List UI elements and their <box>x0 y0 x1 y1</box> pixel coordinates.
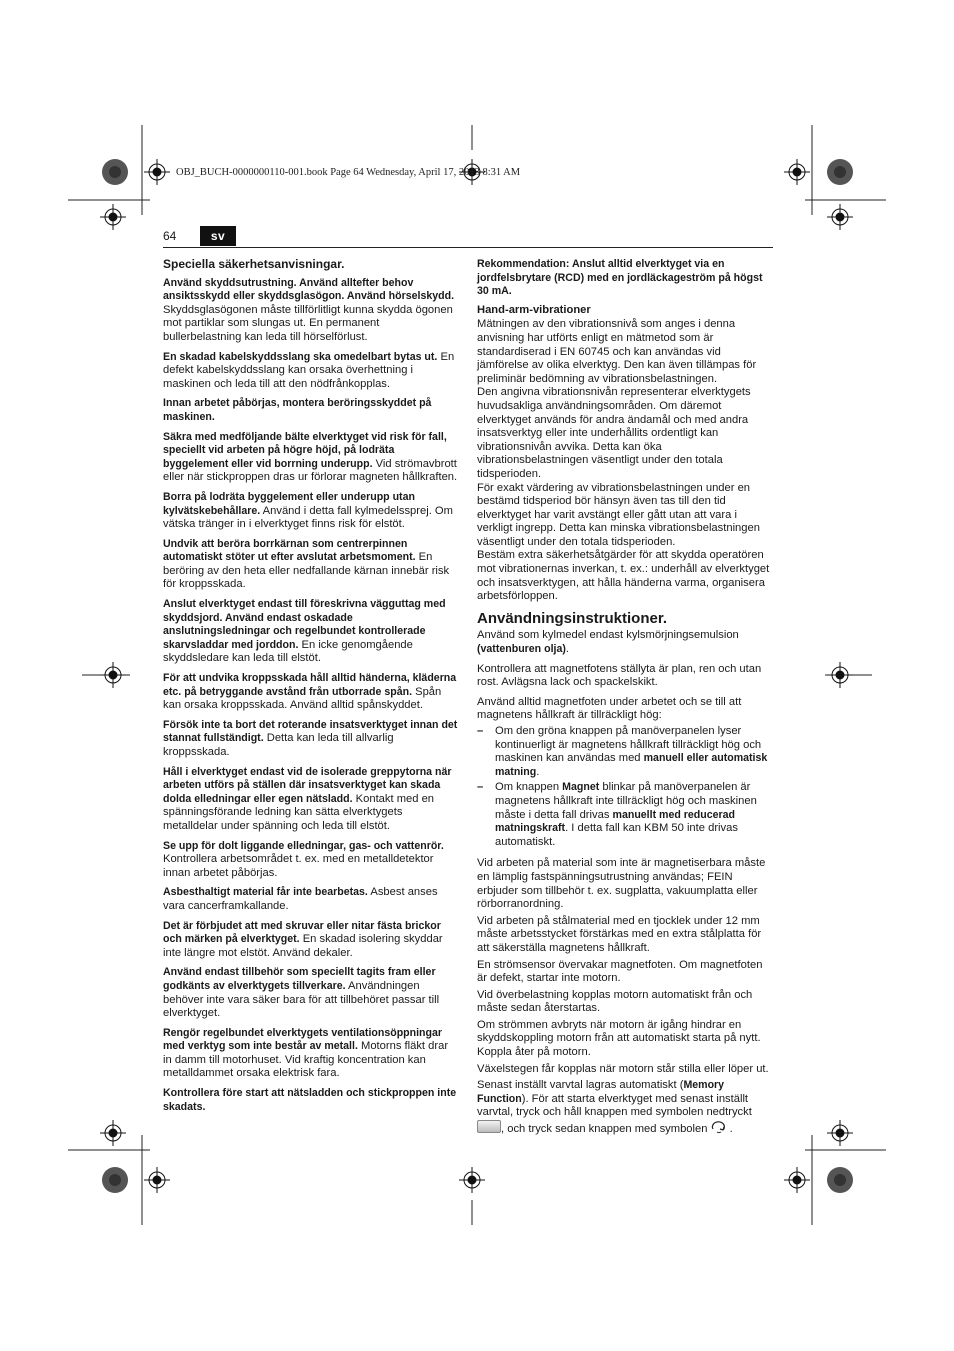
memory-function: Senast inställt varvtal lagras automatiskt (Memory Function). För att starta elverktyget med senast inställt varvtal, tryck och håll knappen med symbolen nedtryckt , och tryck sedan knappen med symbolen . <box>477 1079 752 1136</box>
usage-paragraphs <box>477 857 772 1076</box>
safety-paragraph: Anslut elverktyget endast till föreskrivna vägguttag med skyddsjord. Använd endast oskadade anslutningsledningar och regelbundet kontrollerade skarvsladdar med jorddon. En icke genomgående skyddsledare kan leda till elstöt. <box>163 598 446 665</box>
safety-paragraph: Försök inte ta bort det roterande insatsverktyget innan det stannat fullständigt. Detta kan leda till allvarlig kroppsskada. <box>163 718 458 758</box>
safety-paragraph: Rengör regelbundet elverktygets ventilationsöppningar med verktyg som inte består av metall. Motorns fläkt drar in damm till motorhuset. Vid kraftig koncentration kan metalldammet orsaka elektrisk fara. <box>163 1026 449 1080</box>
safety-paragraph: En skadad kabelskyddsslang ska omedelbart bytas ut. En defekt kabelskyddsslang kan orsaka överhettning i maskinen och leda till att den nödfrånkopplas. <box>163 350 455 390</box>
vibration-title: Hand-arm-vibrationer <box>477 303 591 316</box>
right-column <box>477 258 772 1143</box>
vibration-paragraph: För exakt värdering av vibrationsbelastningen under en bestämd tidsperiod bör hänsyn även tas till den tid elverktyget har varit avstängt eller gått utan att vara i verkligt ingrepp. Detta kan minska vibrationsbelastningen väsentligt under den totala tidsperioden. <box>477 481 760 548</box>
usage-magnet: Använd alltid magnetfoten under arbetet och se till att magnetens hållkraft är tillräckligt hög: <box>477 695 742 722</box>
safety-paragraph: Säkra med medföljande bälte elverktyget vid risk för fall, speciellt vid arbeten på högre höjd, på lodräta byggelement eller vid borrning underupp. Vid strömavbrott eller när stickproppen dras ur förlorar magneten hållkraften. <box>163 430 458 484</box>
safety-paragraph: Håll i elverktyget endast vid de isolerade greppytorna när arbeten utförs på ställen där insatsverktyget kan skada dolda elledningar eller egen nätsladd. Kontakt med en spänningsförande ledning kan sätta elverktygets metalldelar under spänning och leda till elstöt. <box>163 765 452 832</box>
recommendation: Rekommendation: Anslut alltid elverktyget via en jordfelsbrytare (RCD) med en jordläckageström på högst 30 mA. <box>477 258 763 298</box>
safety-paragraph: Asbesthaltigt material får inte bearbetas. Asbest anses vara cancerframkallande. <box>163 886 438 912</box>
safety-title: Speciella säkerhetsanvisningar. <box>163 257 345 271</box>
safety-paragraph: För att undvika kroppsskada håll alltid händerna, kläderna etc. på betryggande avstånd från utborrade spån. Spån kan orsaka kroppsskada. Använd alltid spånskyddet. <box>163 672 457 712</box>
usage-paragraph: Vid arbeten på stålmaterial med en tjocklek under 12 mm måste arbetsstycket förstärkas med en extra stålplatta för att säkerställa magnetens hållkraft. <box>477 914 762 954</box>
usage-paragraph: Vid arbeten på material som inte är magnetiserbara måste en lämplig fastspänningsutrustning användas; FEIN erbjuder som tillbehör t. ex. sugplatta, vakuumplatta eller rörborranordning. <box>477 857 766 911</box>
pressed-key-icon <box>477 1120 501 1133</box>
safety-paragraphs <box>163 277 458 1115</box>
page-number: 64 <box>163 229 177 243</box>
safety-paragraph: Borra på lodräta byggelement eller underupp utan kylvätskebehållare. Använd i detta fall kylmedelssprej. Om vätska tränger in i elverktyget finns risk för elstöt. <box>163 490 453 531</box>
usage-paragraph: Vid överbelastning kopplas motorn automatiskt från och måste sedan återstartas. <box>477 988 753 1015</box>
safety-paragraph: Undvik att beröra borrkärnan som centrerpinnen automatiskt stöter ut efter avslutat arbetsmoment. En beröring av den heta eller nedfallande kärnan innebär risk för kroppsskada. <box>163 537 450 591</box>
usage-paragraph: Växelstegen får kopplas när motorn står stilla eller löper ut. <box>477 1062 769 1075</box>
usage-title: Användningsinstruktioner. <box>477 609 668 627</box>
safety-paragraph: Innan arbetet påbörjas, montera beröringsskyddet på maskinen. <box>163 397 432 423</box>
safety-paragraph: Det är förbjudet att med skruvar eller nitar fästa brickor och märken på elverktyget. En skadad isolering skyddar inte längre mot elstöt. Använd dekaler. <box>163 919 443 959</box>
vibration-paragraph: Bestäm extra säkerhetsåtgärder för att skydda operatören mot vibrationernas inverkan, t. ex.: underhåll av elverktyget och insatsverktygen, att hålla händerna varma, organisera arbetsförloppen. <box>477 549 770 603</box>
header-rule <box>163 247 773 248</box>
language-badge: sv <box>200 226 236 246</box>
vibration-paragraph: Den angivna vibrationsnivån representerar elverktygets huvudsakliga användningsområden. Om däremot elverktyget används för andra ändamål och med andra insatsverktyg eller inte underhållits ordentligt kan vibrationsnivån avvika. Detta kan öka vibrationsbelastningen väsentligt under den totala tidsperioden. <box>477 386 751 480</box>
left-column <box>163 258 458 1120</box>
usage-paragraph: Om strömmen avbryts när motorn är igång hindrar en skyddskoppling motorn från att automatiskt starta på nytt. Koppla åter på motorn. <box>477 1018 761 1059</box>
list-item: – Om den gröna knappen på manöverpanelen lyser kontinuerligt är magnetens hållkraft tillräckligt hög och maskinen kan användas med manuell eller automatisk matning. <box>477 725 772 779</box>
usage-paragraph: En strömsensor övervakar magnetfoten. Om magnetfoten är defekt, startar inte motorn. <box>477 958 763 985</box>
magnet-list <box>477 725 772 849</box>
safety-paragraph: Se upp för dolt liggande elledningar, gas- och vattenrör. Kontrollera arbetsområdet t. ex. med en metalldetektor innan arbetet påbörjas. <box>163 839 444 879</box>
vibration-paragraphs <box>477 318 772 603</box>
safety-paragraph: Använd endast tillbehör som speciellt tagits fram eller godkänts av elverktygets tillverkare. Användningen behöver inte vara säker bara för att tillbehöret passar till elverktyget. <box>163 966 440 1020</box>
safety-paragraph: Kontrollera före start att nätsladden och stickproppen inte skadats. <box>163 1087 457 1113</box>
book-info-header: OBJ_BUCH-0000000110-001.book Page 64 Wednesday, April 17, 2013 8:31 AM <box>176 167 521 178</box>
safety-paragraph: Använd skyddsutrustning. Använd alltefter behov ansiktsskydd eller skyddsglasögon. Använd hörselskydd. Skyddsglasögonen måste tillförlitligt kunna skydda ögonen mot partiklar som slungas ut. En permanent bullerbelastning kan leda till hörselförlust. <box>163 276 455 343</box>
usage-coolant: Använd som kylmedel endast kylsmörjningsemulsion (vattenburen olja). <box>477 629 739 656</box>
list-item: – Om knappen Magnet blinkar på manöverpanelen är magnetens hållkraft inte tillräckligt hög och maskinen måste i detta fall drivas manuellt med reducerad matningskraft. I detta fall kan KBM 50 inte drivas automatiskt. <box>477 781 772 849</box>
rotation-icon <box>711 1121 727 1134</box>
vibration-paragraph: Mätningen av den vibrationsnivå som anges i denna anvisning har utförts enligt en mätmetod som är standardiserad i EN 60745 och kan användas vid jämförelse av olika elverktyg. Den kan även tillämpas för preliminär bedömning av vibrationsbelastningen. <box>477 318 757 385</box>
usage-surface: Kontrollera att magnetfotens ställyta är plan, ren och utan rost. Avlägsna lack och spackelskikt. <box>477 662 762 689</box>
